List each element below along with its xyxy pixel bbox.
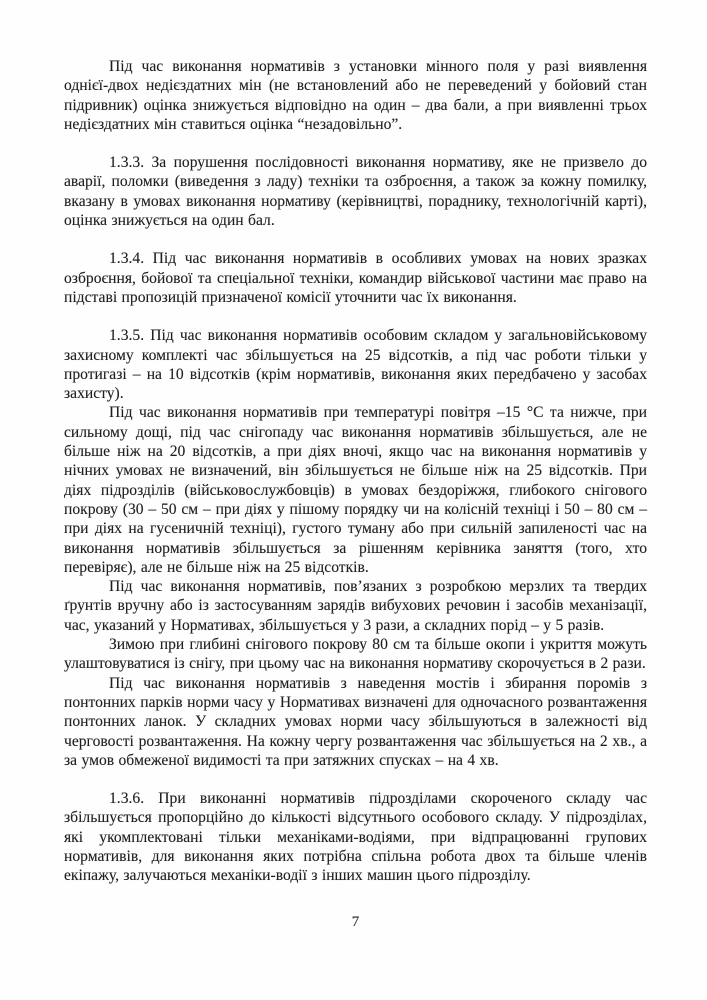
page-number: 7 <box>351 913 360 930</box>
paragraph-intro-mine-field: Під час виконання нормативів з установки мінного поля у разі виявлення однієї-двох недієздатних мін (не встановлений або не переведений у бойовий стан підривник) оцінка знижується відповідно на один – два бали, а при виявленні трьох недієздатних мін ставиться оцінка “незадовільно”. <box>64 58 647 133</box>
paragraph-frozen-ground: Під час виконання нормативів, пов’язаних з розробкою мерзлих та твердих ґрунтів вручну або із застосуванням зарядів вибухових речовин і засобів механізації, час, указаний у Нормативах, збільшується у 3 рази, а складних порід – у 5 разів. <box>64 578 647 634</box>
paragraph-bridges-ferries: Під час виконання нормативів з наведення мостів і збирання поромів з понтонних парків норми часу у Нормативах визначені для одночасного розвантаження понтонних ланок. У складних умовах норми часу збільшуються в залежності від черговості розвантаження. На кожну чергу розвантаження час збільшується на 2 хв., а за умов обмеженої видимості та при затяжних спусках – на 4 хв. <box>64 674 647 769</box>
paragraph-clause-1-3-6: 1.3.6. При виконанні нормативів підрозділами скороченого складу час збільшується пропорційно до кількості відсутнього особового складу. У підрозділах, які укомплектовані тільки механіками-водіями, при відпрацюванні групових нормативів, для виконання яких потрібна спільна робота двох та більше членів екіпажу, залучаються механіки-водії з інших машин цього підрозділу. <box>64 790 647 885</box>
paragraph-clause-1-3-5: 1.3.5. Під час виконання нормативів особовим складом у загальновійськовому захисному комплекті час збільшується на 25 відсотків, а під час роботи тільки у протигазі – на 10 відсотків (крім нормативів, виконання яких передбачено у засобах захисту). <box>64 327 647 403</box>
paragraph-clause-1-3-4: 1.3.4. Під час виконання нормативів в особливих умовах на нових зразках озброєння, бойової та спеціальної техніки, командир військової частини має право на підставі пропозицій призначеної комісії уточнити час їх виконання. <box>64 250 647 306</box>
paragraph-winter-snow-cover: Зимою при глибині снігового покрову 80 см та більше окопи і укриття можуть улаштовуватися із снігу, при цьому час на виконання нормативу скорочується в 2 рази. <box>64 636 647 673</box>
paragraph-weather-conditions: Під час виконання нормативів при температурі повітря –15 °С та нижче, при сильному дощі, під час снігопаду час виконання нормативів збільшується, але не більше ніж на 20 відсотків, а при діях вночі, якщо час на виконання нормативів у нічних умовах не визначений, він збільшується не більше ніж на 25 відсотків. При діях підрозділів (військовослужбовців) в умовах бездоріжжя, глибокого снігового покрову (30 – 50 см – при діях у пішому порядку чи на колісній техніці і 50 – 80 см – при діях на гусеничній техніці), густого туману або при сильній запиленості час на виконання нормативів збільшується за рішенням керівника заняття (того, хто перевіряє), але не більше ніж на 25 відсотків. <box>64 404 647 576</box>
paragraph-clause-1-3-3: 1.3.3. За порушення послідовності виконання нормативу, яке не призвело до аварії, поломки (виведення з ладу) техніки та озброєння, а також за кожну помилку, вказану в умовах виконання нормативу (керівництві, пораднику, технологічній карті), оцінка знижується на один бал. <box>64 154 647 230</box>
